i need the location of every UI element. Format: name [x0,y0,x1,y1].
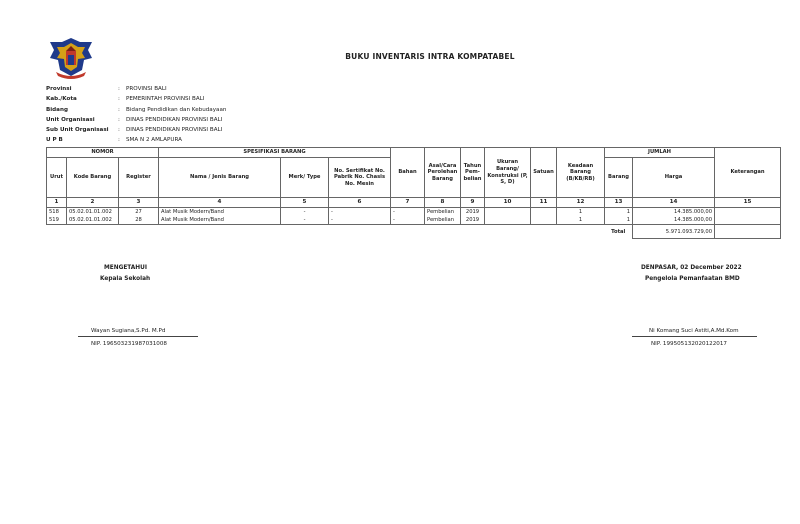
header-keadaan: Keadaan Barang (B/KB/RB) [557,148,605,198]
header-nama: Nama / Jenis Barang [159,158,281,198]
right-sign-role: Pengelola Pemanfaatan BMD [645,276,740,282]
header-kode: Kode Barang [67,158,119,198]
header-register: Register [119,158,159,198]
header-nomor: NOMOR [47,148,159,158]
header-tahun: Tahun Pem- belian [461,148,485,198]
header-asal: Asal/Cara Perolehan Barang [425,148,461,198]
meta-row-kabkota: Kab./Kota : PEMERINTAH PROVINSI BALI [46,96,205,103]
total-row [47,225,781,239]
header-sertifikat: No. Sertifikat No. Pabrik No. Chasis No. Mesin [329,158,391,198]
right-place-date: DENPASAR, 02 December 2022 [641,265,742,271]
left-signatory-name: Wayan Sugiana,S.Pd. M.Pd [91,328,166,334]
province-emblem-logo [48,36,94,80]
header-bahan: Bahan [391,148,425,198]
right-signature-line [632,336,757,337]
meta-row-bidang: Bidang : Bidang Pendidikan dan Kebudayaan [46,106,227,113]
header-keterangan: Keterangan [715,148,781,198]
header-harga: Harga [633,158,715,198]
left-signature-line [78,336,198,337]
total-value: 5.971.093.729,00 [633,225,715,239]
table-row: 518 05.02.01.01.002 27 Alat Musik Modern/Band - - - Pembelian 2019 1 1 14.385.000,00 [47,208,781,217]
inventory-table [46,147,781,239]
metadata-block [46,84,226,146]
header-barang: Barang [605,158,633,198]
meta-row-provinsi: Provinsi : PROVINSI BALI [46,86,167,92]
header-satuan: Satuan [531,148,557,198]
right-signatory-nip: NIP. 199505132020122017 [651,341,727,347]
column-number-row: 1 2 3 4 5 6 7 8 9 10 11 12 13 14 15 [47,198,781,208]
meta-row-unit-organisasi: Unit Organisasi : DINAS PENDIDIKAN PROVINSI BALI [46,116,223,123]
document-title: BUKU INVENTARIS INTRA KOMPATABEL [345,52,515,61]
header-urut: Urut [47,158,67,198]
header-ukuran: Ukuran Barang/ Konstruksi (P, S, D) [485,148,531,198]
right-signatory-name: Ni Komang Suci Astiti,A.Md.Kom [649,328,739,334]
header-spesifikasi: SPESIFIKASI BARANG [159,148,391,158]
left-sign-title: MENGETAHUI [104,265,148,271]
meta-row-upb: U P B : SMA N 2 AMLAPURA [46,137,182,144]
header-merk: Merk/ Type [281,158,329,198]
header-jumlah: JUMLAH [605,148,715,158]
left-signatory-nip: NIP. 196503231987031008 [91,341,167,347]
table-row: 519 05.02.01.01.002 28 Alat Musik Modern/Band - - - Pembelian 2019 1 1 14.385.000,00 [47,216,781,225]
total-label: Total [611,228,626,235]
left-sign-role: Kepala Sekolah [100,276,151,282]
meta-row-sub-unit-organisasi: Sub Unit Organisasi : DINAS PENDIDIKAN PROVINSI BALI [46,127,223,134]
